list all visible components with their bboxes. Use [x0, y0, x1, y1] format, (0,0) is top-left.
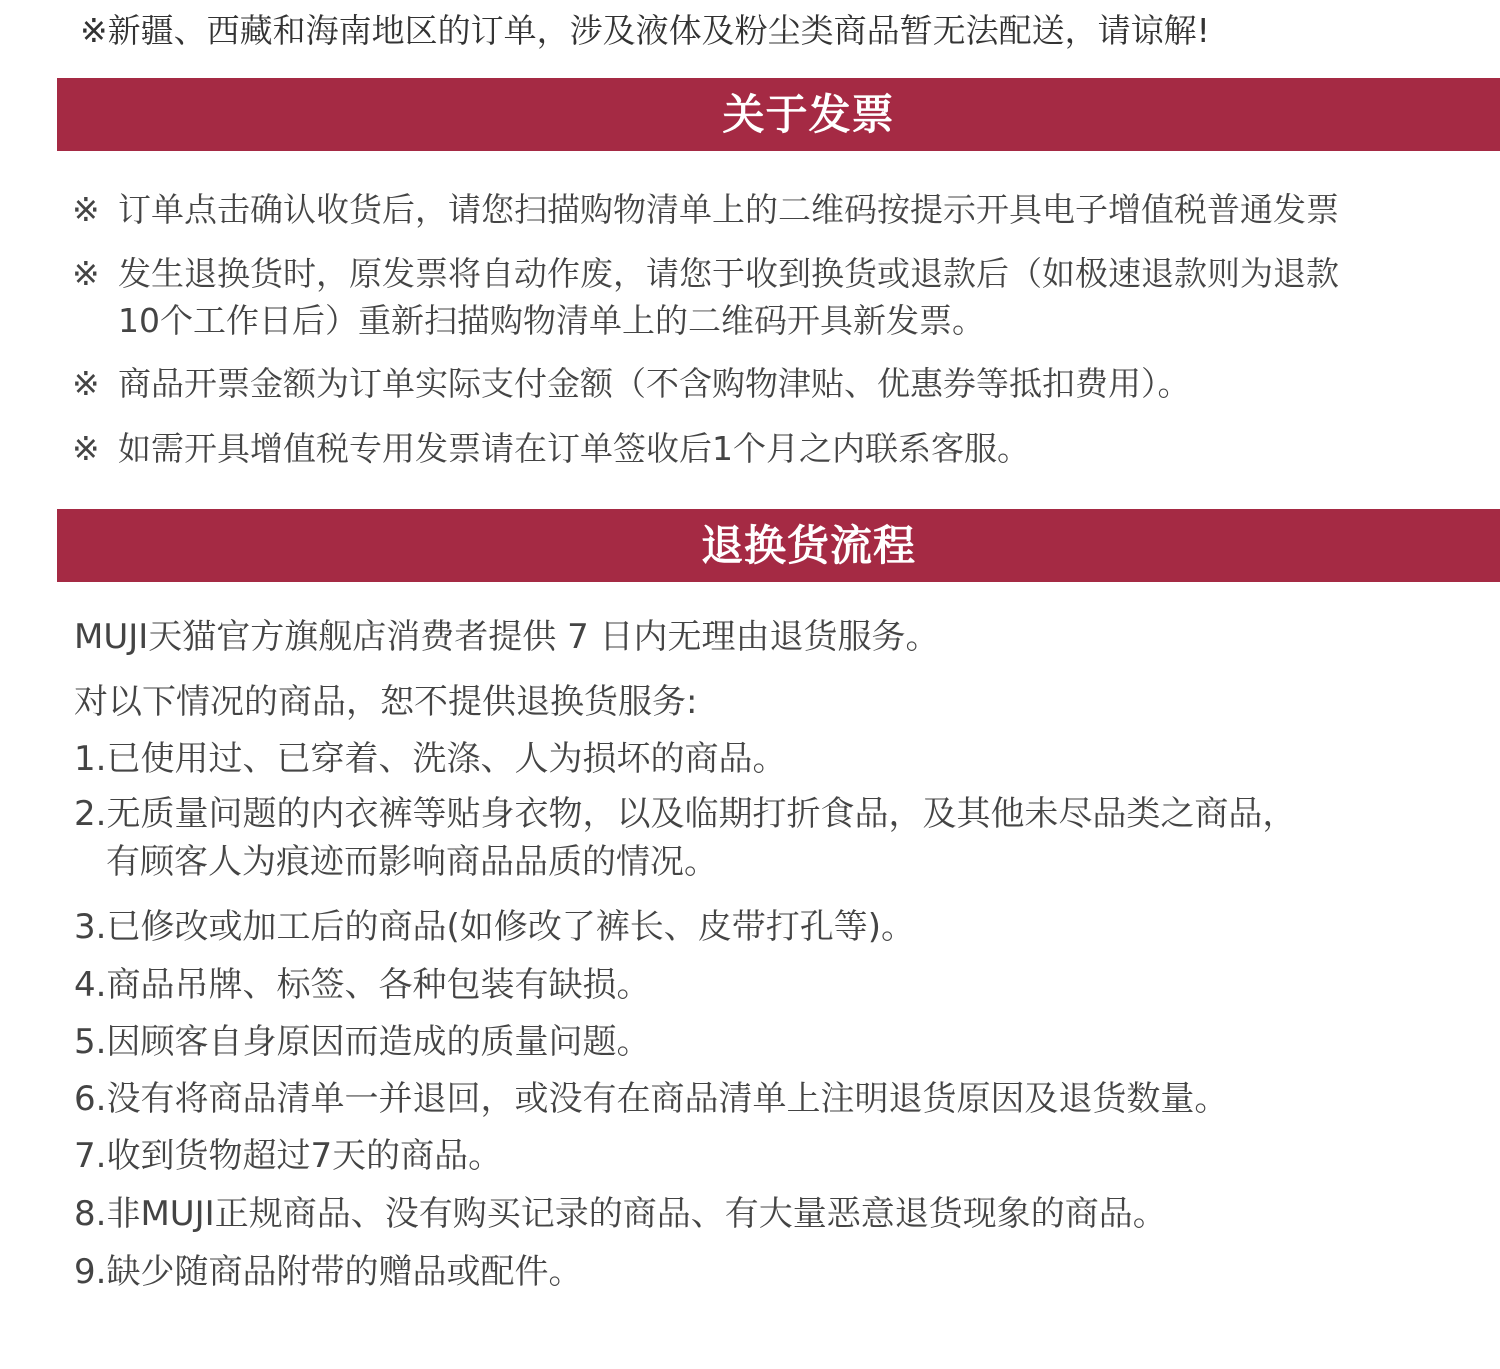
return-exclusion-item [74, 1190, 1494, 1238]
return-exclusion-text-continued: 有顾客人为痕迹而影响商品品质的情况。 [106, 842, 718, 882]
return-exclusion-item [74, 735, 1494, 783]
returns-section-header [57, 509, 1500, 582]
return-exclusion-item [74, 1132, 1494, 1180]
returns-lead: 对以下情况的商品，恕不提供退换货服务: [74, 682, 698, 722]
return-exclusion-text: 3.已修改或加工后的商品(如修改了裤长、皮带打孔等)。 [74, 907, 915, 947]
return-exclusion-text: 7.收到货物超过7天的商品。 [74, 1136, 503, 1176]
returns-section-title: 退换货流程 [700, 521, 916, 570]
invoice-item-text: 商品开票金额为订单实际支付金额（不含购物津贴、优惠券等抵扣费用）。 [118, 364, 1191, 403]
reference-mark: ※ [72, 429, 100, 468]
return-exclusion-item [74, 1248, 1494, 1296]
delivery-notice: ※新疆、西藏和海南地区的订单，涉及液体及粉尘类商品暂无法配送，请谅解! [80, 11, 1210, 50]
return-exclusion-item [74, 790, 1494, 886]
return-exclusion-text: 6.没有将商品清单一并退回，或没有在商品清单上注明退货原因及退货数量。 [74, 1079, 1229, 1119]
invoice-item-text: 发生退换货时，原发票将自动作废，请您于收到换货或退款后（如极速退款则为退款 [118, 254, 1339, 293]
return-exclusion-text: 8.非MUJI正规商品、没有购买记录的商品、有大量恶意退货现象的商品。 [74, 1194, 1167, 1234]
returns-intro: MUJI天猫官方旗舰店消费者提供 7 日内无理由退货服务。 [74, 617, 940, 657]
invoice-item-text-continued: 10个工作日后）重新扫描购物清单上的二维码开具新发票。 [118, 301, 985, 340]
invoice-item-text: 如需开具增值税专用发票请在订单签收后1个月之内联系客服。 [118, 429, 1030, 468]
return-exclusion-item [74, 1018, 1494, 1066]
invoice-section-title: 关于发票 [722, 90, 895, 139]
invoice-item [72, 360, 1500, 407]
return-exclusion-item [74, 961, 1494, 1009]
invoice-item-text: 订单点击确认收货后，请您扫描购物清单上的二维码按提示开具电子增值税普通发票 [118, 190, 1339, 229]
invoice-item [72, 250, 1500, 344]
return-exclusion-text: 4.商品吊牌、标签、各种包装有缺损。 [74, 965, 651, 1005]
return-exclusion-text: 5.因顾客自身原因而造成的质量问题。 [74, 1022, 651, 1062]
return-exclusion-item [74, 903, 1494, 951]
reference-mark: ※ [72, 190, 100, 229]
return-exclusion-text: 9.缺少随商品附带的赠品或配件。 [74, 1252, 583, 1292]
return-exclusion-text: 2.无质量问题的内衣裤等贴身衣物，以及临期打折食品，及其他未尽品类之商品， [74, 794, 1297, 834]
invoice-item [72, 186, 1500, 233]
reference-mark: ※ [72, 364, 100, 403]
invoice-section-header [57, 78, 1500, 151]
reference-mark: ※ [72, 254, 100, 293]
return-exclusion-text: 1.已使用过、已穿着、洗涤、人为损坏的商品。 [74, 739, 787, 779]
invoice-item [72, 425, 1500, 472]
return-exclusion-item [74, 1075, 1494, 1123]
